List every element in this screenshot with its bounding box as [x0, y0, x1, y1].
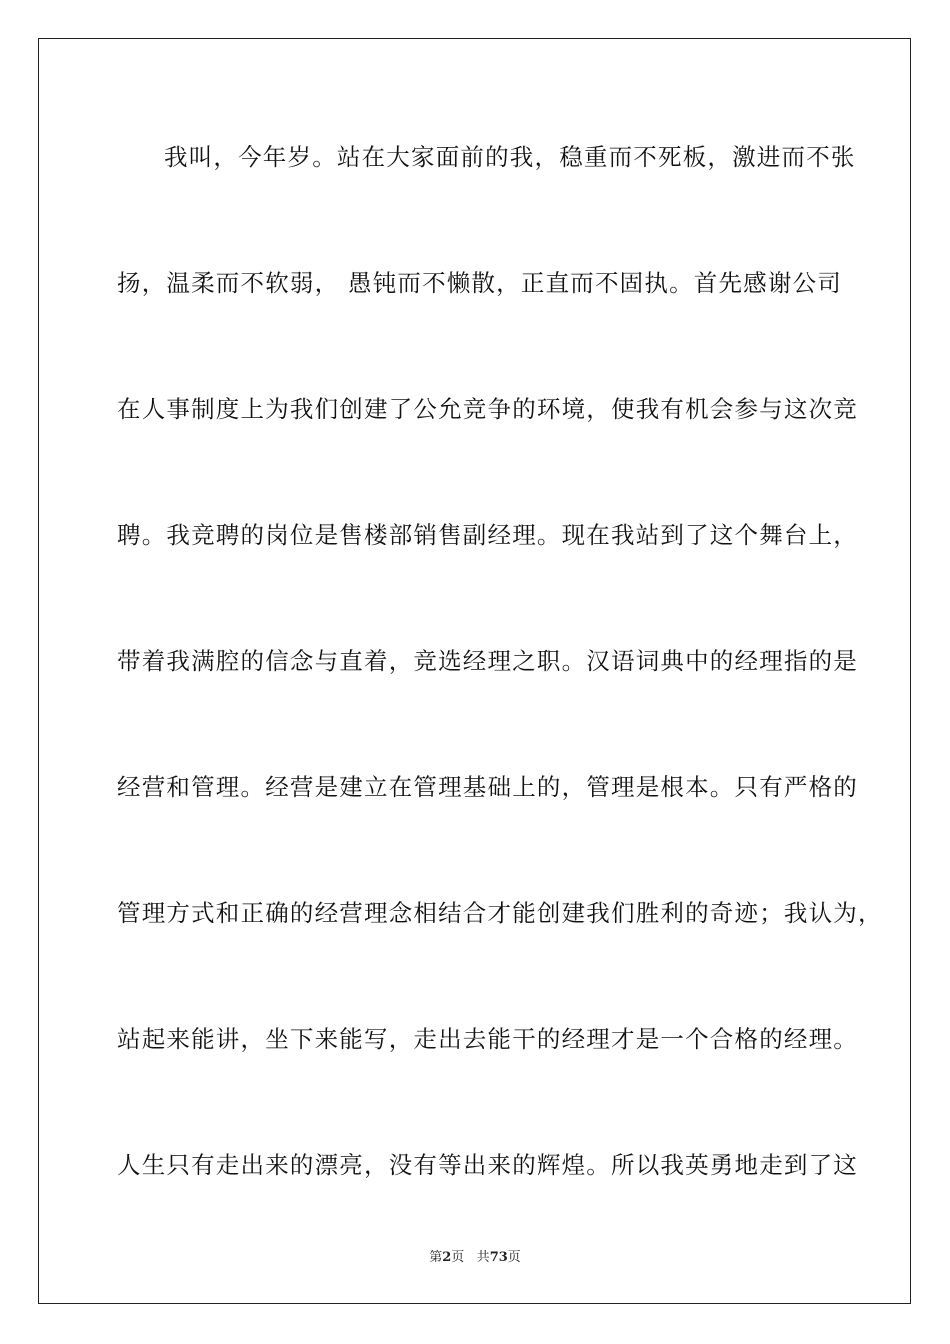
text-line: 经营和管理。经营是建立在管理基础上的，管理是根本。只有严格的 [117, 773, 858, 801]
text-line: 站起来能讲，坐下来能写，走出去能干的经理才是一个合格的经理。 [117, 1025, 858, 1053]
total-pages: 73 [489, 1250, 508, 1265]
text-line: 人生只有走出来的漂亮，没有等出来的辉煌。所以我英勇地走到了这 [117, 1151, 858, 1179]
body-text [117, 126, 883, 1260]
page-prefix: 第 [429, 1250, 443, 1265]
text-line: 管理方式和正确的经营理念相结合才能创建我们胜利的奇迹；我认为， [117, 899, 883, 927]
text-line: 在人事制度上为我们创建了公允竞争的环境，使我有机会参与这次竞 [117, 395, 858, 423]
text-line: 我叫，今年岁。站在大家面前的我，稳重而不死板，激进而不张 [164, 143, 856, 171]
total-prefix: 共 [476, 1250, 490, 1265]
page-footer [0, 1246, 950, 1265]
page-suffix: 页 [451, 1250, 465, 1265]
text-line: 带着我满腔的信念与直着，竞选经理之职。汉语词典中的经理指的是 [117, 647, 858, 675]
total-suffix: 页 [507, 1250, 521, 1265]
text-line: 聘。我竞聘的岗位是售楼部销售副经理。现在我站到了这个舞台上， [117, 521, 858, 549]
text-line: 扬，温柔而不软弱， 愚钝而不懒散，正直而不固执。首先感谢公司 [117, 269, 842, 297]
page-number: 2 [442, 1250, 452, 1265]
